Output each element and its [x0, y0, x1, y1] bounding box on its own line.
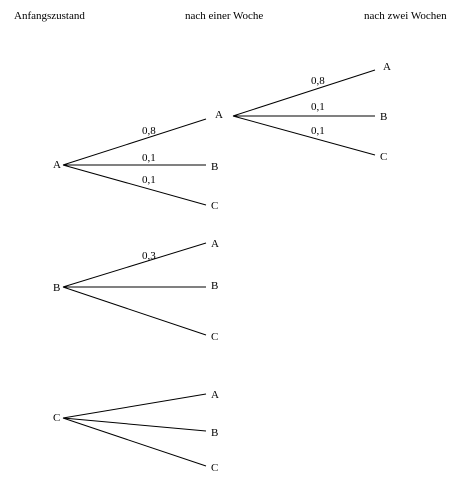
node-root-A: A [53, 159, 61, 171]
node-AA-child-C: C [380, 151, 388, 163]
node-A-child-B: B [211, 161, 219, 173]
node-A-child-C: C [211, 200, 219, 212]
edge-B-C [63, 287, 206, 335]
node-A-child-A: A [215, 109, 223, 121]
prob-AA-C: 0,1 [311, 125, 325, 137]
edge-A-A [63, 119, 206, 165]
prob-A-C: 0,1 [142, 174, 156, 186]
prob-B-A: 0,3 [142, 250, 156, 262]
node-C-child-A: A [211, 389, 219, 401]
edge-AA-A [233, 70, 375, 116]
edge-AA-C [233, 116, 375, 155]
prob-A-A: 0,8 [142, 125, 156, 137]
prob-AA-A: 0,8 [311, 75, 325, 87]
edge-C-C [63, 418, 206, 466]
node-AA-child-A: A [383, 61, 391, 73]
node-C-child-C: C [211, 462, 219, 474]
edge-C-B [63, 418, 206, 431]
node-B-child-C: C [211, 331, 219, 343]
node-B-child-A: A [211, 238, 219, 250]
edge-A-C [63, 165, 206, 205]
edge-C-A [63, 394, 206, 418]
edge-B-A [63, 243, 206, 287]
node-root-C: C [53, 412, 61, 424]
prob-AA-B: 0,1 [311, 101, 325, 113]
node-B-child-B: B [211, 280, 219, 292]
node-AA-child-B: B [380, 111, 388, 123]
prob-A-B: 0,1 [142, 152, 156, 164]
header-after-one-week: nach einer Woche [185, 10, 264, 22]
header-after-two-weeks: nach zwei Wochen [364, 10, 447, 22]
node-C-child-B: B [211, 427, 219, 439]
header-initial-state: Anfangszustand [14, 10, 85, 22]
node-root-B: B [53, 282, 61, 294]
